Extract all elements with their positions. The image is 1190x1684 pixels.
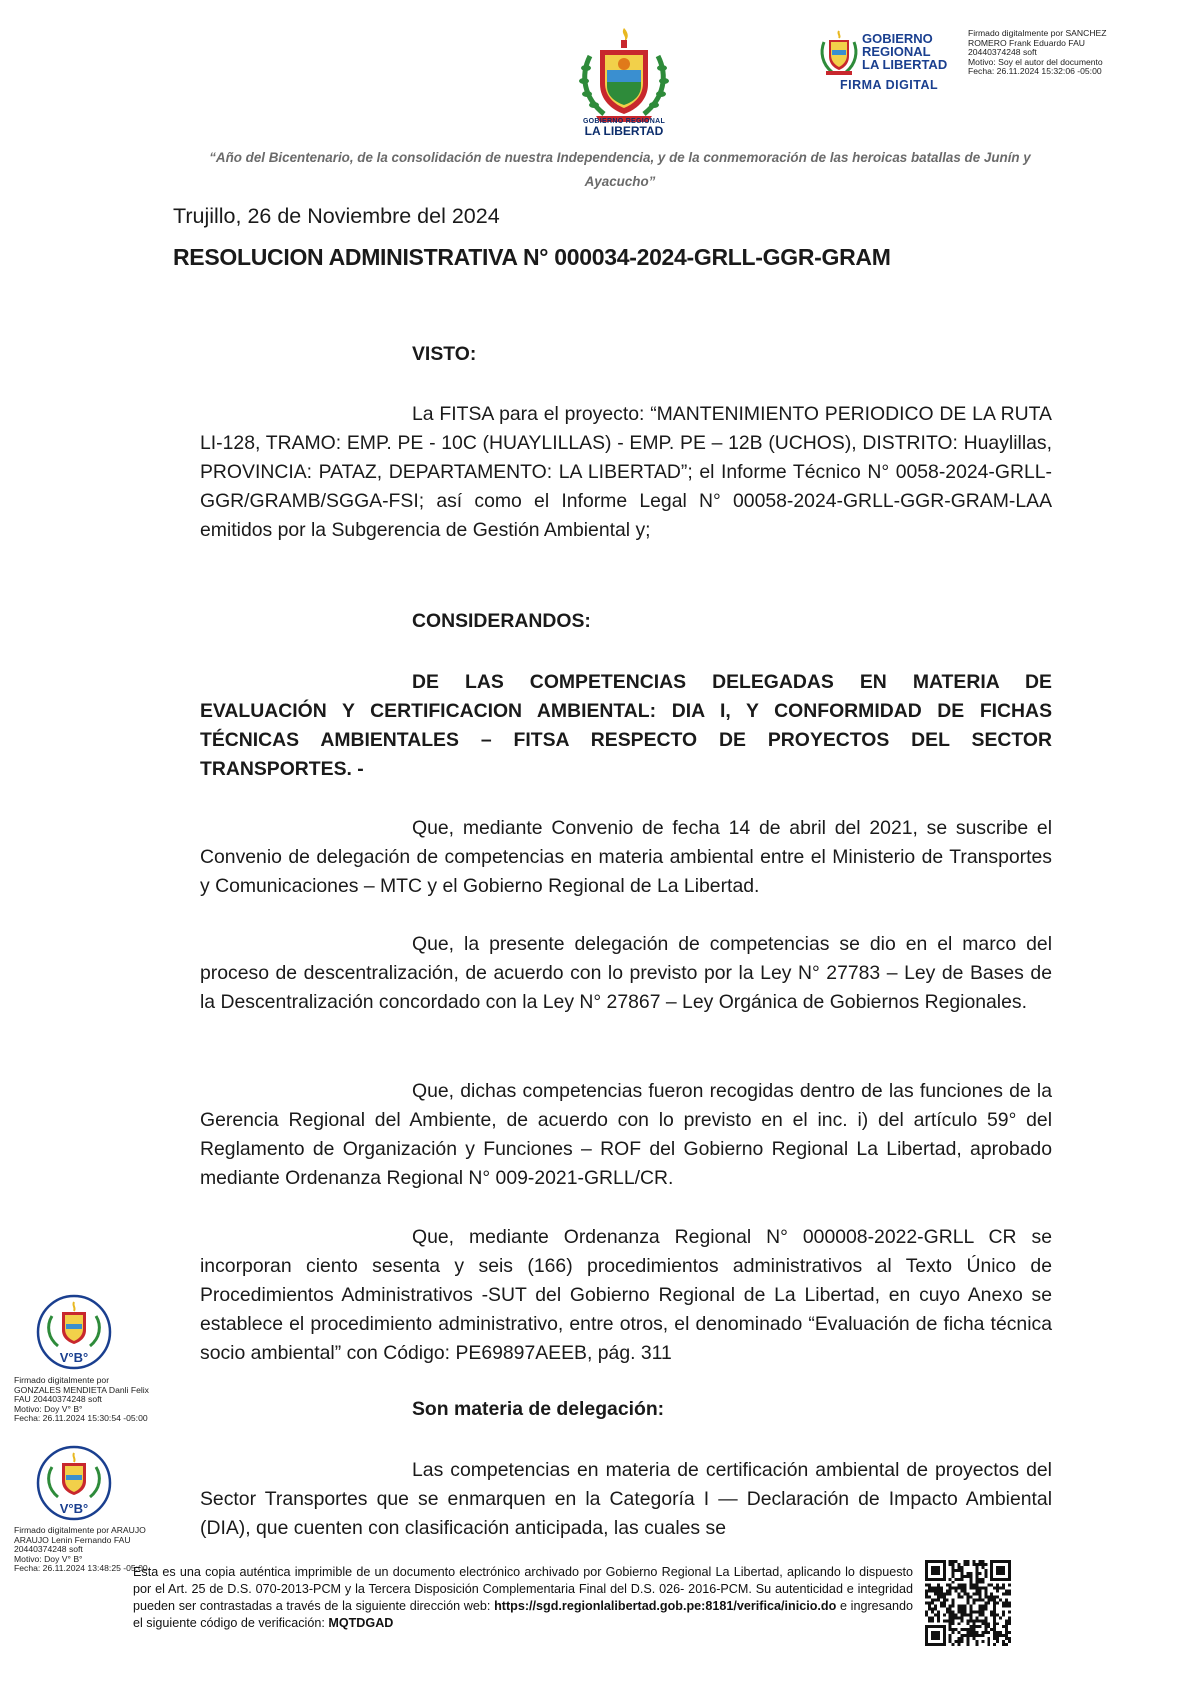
vb-info-line: 20440374248 soft xyxy=(14,1544,83,1555)
document-date: Trujillo, 26 de Noviembre del 2024 xyxy=(173,204,500,228)
firma-digital-label: FIRMA DIGITAL xyxy=(840,78,939,92)
paragraph-delegacion: Las competencias en materia de certificación ambiental de proyectos del Sector Transportes que se enmarquen en la Categoría I — Declaración de Impacto Ambiental (DIA), que cuenten con clasificación anticipada, las cuales se xyxy=(200,1459,1052,1539)
considerandos-heading: CONSIDERANDOS: xyxy=(412,610,591,632)
visto-heading: VISTO: xyxy=(412,343,477,365)
vb-seal-2 xyxy=(30,1443,118,1525)
signature-logo-title xyxy=(862,32,962,71)
signature-info-line: Fecha: 26.11.2024 15:32:06 -05:00 xyxy=(968,66,1102,77)
footer-verification-url[interactable]: https://sgd.regionlalibertad.gob.pe:8181/verifica/inicio.do xyxy=(494,1599,837,1613)
vb-seal-label: V°B° xyxy=(59,1350,89,1365)
vb-info-line: ARAUJO Lenin Fernando FAU xyxy=(14,1534,131,1545)
signature-info-line: Firmado digitalmente por SANCHEZ xyxy=(968,28,1107,38)
visto-paragraph: La FITSA para el proyecto: “MANTENIMIENTO PERIODICO DE LA RUTA LI-128, TRAMO: EMP. PE - 10C (HUAYLILLAS) - EMP. PE – 12B (UCHOS), DISTRITO: Huaylillas, PROVINCIA: PATAZ, DEPARTAMENTO: LA LIBERTAD”; el Informe Técnico N° 0058-2024-GRLL-GGR/GRAMB/SGGA-FSI; así como el Informe Legal N° 00058-2024-GRLL-GGR-GRAM-LAA emitidos por la Subgerencia de Gestión Ambiental y; xyxy=(200,403,1052,541)
vb-seal-label: V°B° xyxy=(59,1501,89,1516)
crest-caption-big: LA LIBERTAD xyxy=(584,124,664,138)
paragraph-ordenanza: Que, mediante Ordenanza Regional N° 000008-2022-GRLL CR se incorporan ciento sesenta y seis (166) procedimientos administrativos al Texto Único de Procedimientos Administrativos -SUT del Gobierno Regional de La Libertad, en cuyo Anexo se establece el procedimiento administrativo, entre otros, el denominado “Evaluación de ficha técnica socio ambiental” con Código: PE69897AEEB, pág. 311 xyxy=(200,1226,1052,1364)
signature-info-line: 20440374248 soft xyxy=(968,47,1037,58)
delegacion-heading: Son materia de delegación: xyxy=(412,1398,665,1420)
paragraph-descentralizacion: Que, la presente delegación de competencias se dio en el marco del proceso de descentralización, de acuerdo con lo previsto por la Ley N° 27783 – Ley de Bases de la Descentralización concordado con la Ley N° 27867 – Ley Orgánica de Gobiernos Regionales. xyxy=(200,933,1052,1013)
vb-seal-1 xyxy=(30,1292,118,1374)
crest-caption-small: GOBIERNO REGIONAL xyxy=(582,118,666,125)
resolution-title: RESOLUCION ADMINISTRATIVA N° 000034-2024-GRLL-GGR-GRAM xyxy=(173,244,891,270)
crest-caption xyxy=(574,118,674,137)
competencias-heading: DE LAS COMPETENCIAS DELEGADAS EN MATERIA DE EVALUACIÓN Y CERTIFICACION AMBIENTAL: DIA I, Y CONFORMIDAD DE FICHAS TÉCNICAS AMBIENTALES – FITSA RESPECTO DE PROYECTOS DEL SECTOR TRANSPORTES. - xyxy=(200,671,1052,780)
qr-code-icon xyxy=(925,1560,1011,1646)
vb-info-line: Fecha: 26.11.2024 15:30:54 -05:00 xyxy=(14,1413,148,1424)
signature-logo-line3: LA LIBERTAD xyxy=(862,57,948,72)
signature-info-line: Motivo: Soy el autor del documento xyxy=(968,56,1103,67)
paragraph-convenio: Que, mediante Convenio de fecha 14 de abril del 2021, se suscribe el Convenio de delegación de competencias en materia ambiental entre el Ministerio de Transportes y Comunicaciones – MTC y el Gobierno Regional de La Libertad. xyxy=(200,817,1052,897)
paragraph-competencias: Que, dichas competencias fueron recogidas dentro de las funciones de la Gerencia Regional del Ambiente, de acuerdo con lo previsto en el inc. i) del artículo 59° del Reglamento de Organización y Funciones – ROF del Gobierno Regional La Libertad, aprobado mediante Ordenanza Regional N° 009-2021-GRLL/CR. xyxy=(200,1080,1052,1189)
vb-info-line: FAU 20440374248 soft xyxy=(14,1394,102,1405)
vb-info-1 xyxy=(14,1376,184,1424)
signature-info-line: ROMERO Frank Eduardo FAU xyxy=(968,37,1086,48)
signature-logo-line1: GOBIERNO xyxy=(862,31,933,46)
vb-info-line: Firmado digitalmente por ARAUJO xyxy=(14,1525,146,1535)
vb-info-line: Motivo: Doy V° B° xyxy=(14,1553,83,1564)
footer-text-after-url: e ingresando el siguiente código de verificación: xyxy=(133,1599,913,1630)
footer-verification-text xyxy=(133,1564,913,1632)
vb-info-line: Motivo: Doy V° B° xyxy=(14,1403,83,1414)
signature-logo-line2: REGIONAL xyxy=(862,44,931,59)
vb-info-line: Firmado digitalmente por xyxy=(14,1375,110,1385)
signature-info xyxy=(968,29,1136,77)
vb-info-line: Fecha: 26.11.2024 13:48:25 -05:00 xyxy=(14,1563,148,1574)
vb-info-line: GONZALES MENDIETA Danli Felix xyxy=(14,1384,149,1395)
footer-text-before-url: Esta es una copia auténtica imprimible de un documento electrónico archivado por Gobierno Regional La Libertad, aplicando lo dispuesto por el Art. 25 de D.S. 070-2013-PCM y la Tercera Disposición Complementaria Final del D.S. 026- 2016-PCM. Su autenticidad e integridad pueden ser contrastadas a través de la siguiente dirección web: xyxy=(133,1565,913,1613)
year-motto: “Año del Bicentenario, de la consolidación de nuestra Independencia, y de la conmemoración de las heroicas batallas de Junín y Ayacucho” xyxy=(209,150,1031,189)
footer-verification-code: MQTDGAD xyxy=(328,1616,394,1630)
